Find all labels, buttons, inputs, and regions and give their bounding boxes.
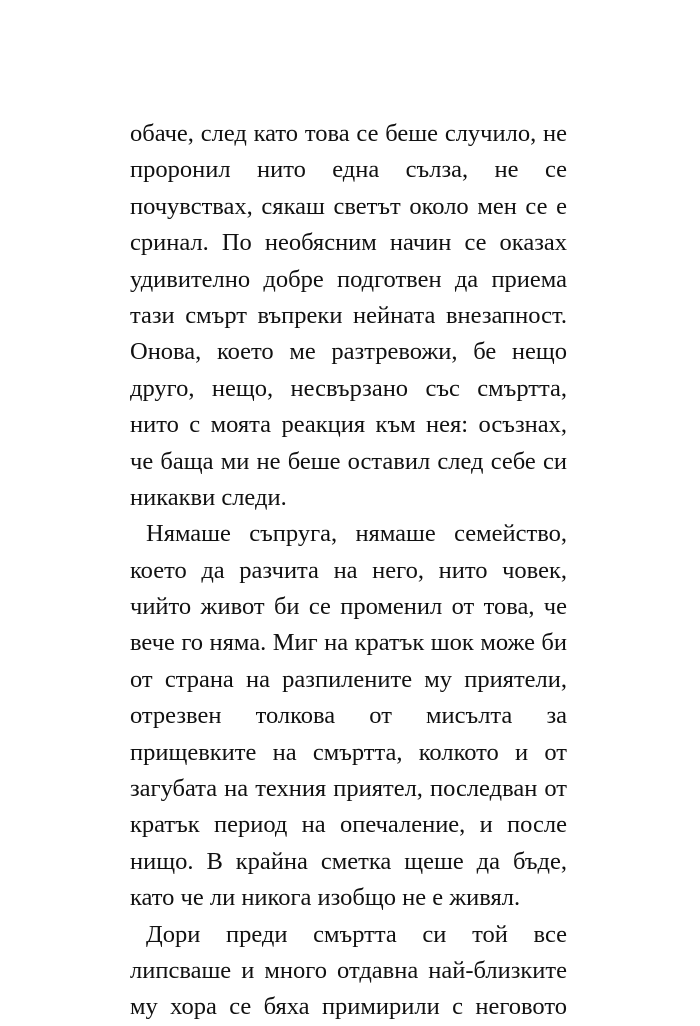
text-line: му хора се бяха примирили с неговото <box>130 993 567 1021</box>
text-line: прищевките на смъртта, колкото и от <box>130 738 567 766</box>
text-line: обаче, след като това се беше случило, не <box>130 120 567 147</box>
text-line: от страна на разпилените му приятели, <box>130 665 567 693</box>
text-line: загубата на техния приятел, последван от <box>130 775 567 803</box>
paragraph-1 <box>130 116 567 516</box>
text-line: Онова, което ме разтревожи, бе нещо <box>130 338 567 366</box>
text-line: Нямаше съпруга, нямаше семейство, <box>146 520 567 548</box>
text-line: друго, нещо, несвързано със смъртта, <box>130 374 567 402</box>
paragraph-2 <box>130 516 567 916</box>
text-line: което да разчита на него, нито човек, <box>130 556 567 584</box>
text-line: като че ли никога изобщо не е живял. <box>130 884 521 912</box>
text-line: нищо. В крайна сметка щеше да бъде, <box>130 847 567 875</box>
text-line: тази смърт въпреки нейната внезапност. <box>130 301 567 329</box>
text-line: липсваше и много отдавна най-близките <box>130 956 567 984</box>
text-line: удивително добре подготвен да приема <box>130 265 567 293</box>
page-text <box>130 116 567 1026</box>
text-line: никакви следи. <box>130 483 287 511</box>
paragraph-3 <box>130 917 567 1026</box>
text-line: кратък период на опечаление, и после <box>130 811 567 839</box>
text-line: че баща ми не беше оставил след себе си <box>130 447 567 475</box>
text-line: отрезвен толкова от мисълта за <box>130 702 567 730</box>
text-line: чийто живот би се променил от това, че <box>130 593 567 621</box>
text-line: вече го няма. Миг на кратък шок може би <box>130 629 567 657</box>
text-line: сринал. По необясним начин се оказах <box>130 229 567 257</box>
text-line: проронил нито една сълза, не се <box>130 156 567 184</box>
text-line: Дори преди смъртта си той все <box>146 920 567 948</box>
text-line: нито с моята реакция към нея: осъзнах, <box>130 411 567 439</box>
text-line: почувствах, сякаш светът около мен се е <box>130 192 567 220</box>
